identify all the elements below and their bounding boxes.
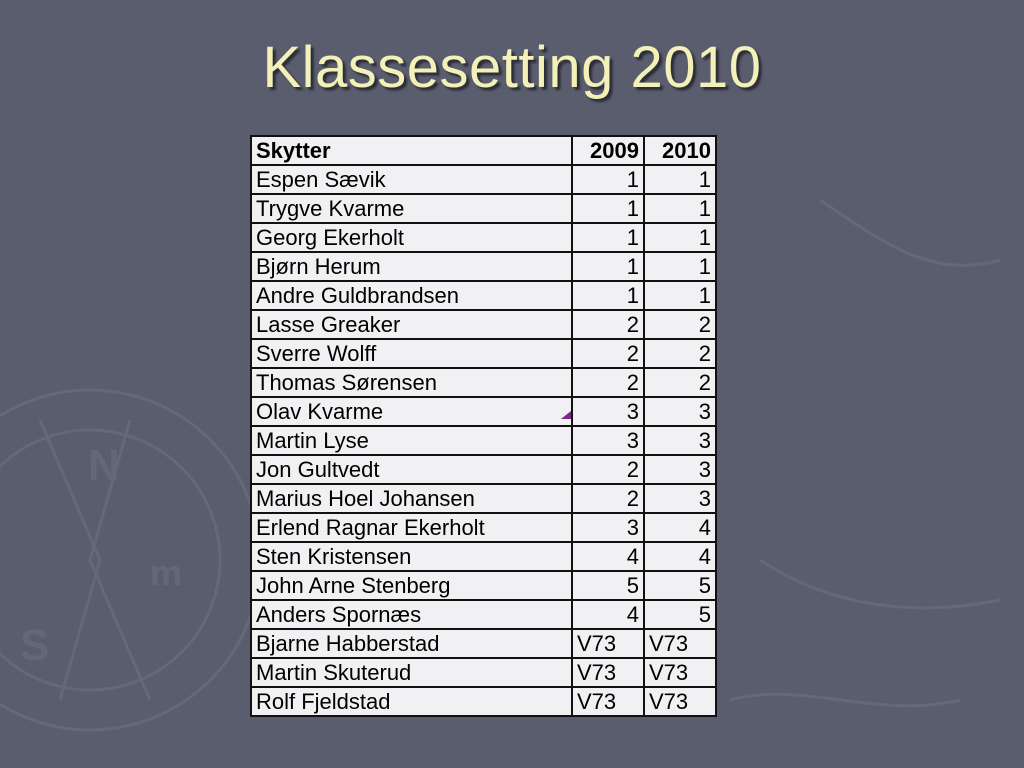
class-2009-cell: 2 <box>572 455 644 484</box>
table-row <box>251 281 716 310</box>
table-row <box>251 252 716 281</box>
class-2009-cell: V73 <box>572 629 644 658</box>
table-row <box>251 339 716 368</box>
class-2010-cell: 5 <box>644 600 716 629</box>
class-2009-cell: 4 <box>572 600 644 629</box>
class-2010-cell: 2 <box>644 339 716 368</box>
shooter-name-cell: Martin Skuterud <box>251 658 572 687</box>
table-row <box>251 368 716 397</box>
class-2009-cell: 5 <box>572 571 644 600</box>
cell-marker-icon <box>561 411 571 419</box>
table-row <box>251 658 716 687</box>
shooter-name-cell: Sverre Wolff <box>251 339 572 368</box>
table-row <box>251 397 716 426</box>
class-2009-cell: 2 <box>572 368 644 397</box>
class-2009-cell: 4 <box>572 542 644 571</box>
class-2009-cell: 2 <box>572 484 644 513</box>
class-2009-cell: 3 <box>572 513 644 542</box>
column-header-shooter: Skytter <box>251 136 572 165</box>
shooter-name-cell: Olav Kvarme <box>251 397 572 426</box>
class-2009-cell: 3 <box>572 397 644 426</box>
class-2010-cell: V73 <box>644 687 716 716</box>
table-row <box>251 542 716 571</box>
class-2010-cell: 1 <box>644 281 716 310</box>
table-row <box>251 600 716 629</box>
class-2010-cell: 4 <box>644 513 716 542</box>
class-ranking-table <box>250 135 717 717</box>
table-row <box>251 513 716 542</box>
shooter-name-cell: Martin Lyse <box>251 426 572 455</box>
table-row <box>251 426 716 455</box>
class-2009-cell: V73 <box>572 687 644 716</box>
shooter-name-cell: Bjørn Herum <box>251 252 572 281</box>
table-row <box>251 194 716 223</box>
shooter-name-cell: Jon Gultvedt <box>251 455 572 484</box>
class-2010-cell: 3 <box>644 397 716 426</box>
table-row <box>251 165 716 194</box>
class-2010-cell: 3 <box>644 455 716 484</box>
table-row <box>251 571 716 600</box>
svg-text:N: N <box>88 441 120 490</box>
class-2010-cell: 1 <box>644 165 716 194</box>
class-2009-cell: 1 <box>572 252 644 281</box>
class-2010-cell: 2 <box>644 368 716 397</box>
column-header-2009: 2009 <box>572 136 644 165</box>
table-row <box>251 687 716 716</box>
class-2010-cell: 2 <box>644 310 716 339</box>
class-2010-cell: V73 <box>644 629 716 658</box>
class-2009-cell: 1 <box>572 165 644 194</box>
shooter-name-cell: Lasse Greaker <box>251 310 572 339</box>
slide-title: Klassesetting 2010 <box>262 35 762 100</box>
class-2010-cell: 3 <box>644 426 716 455</box>
class-2009-cell: 3 <box>572 426 644 455</box>
class-2010-cell: 4 <box>644 542 716 571</box>
table-row <box>251 484 716 513</box>
class-2010-cell: 1 <box>644 223 716 252</box>
shooter-name-cell: Bjarne Habberstad <box>251 629 572 658</box>
svg-text:S: S <box>20 621 50 670</box>
class-2009-cell: 2 <box>572 339 644 368</box>
table-row <box>251 310 716 339</box>
column-header-2010: 2010 <box>644 136 716 165</box>
shooter-name-cell: Sten Kristensen <box>251 542 572 571</box>
shooter-name-cell: Andre Guldbrandsen <box>251 281 572 310</box>
svg-text:m: m <box>150 552 183 593</box>
class-2009-cell: V73 <box>572 658 644 687</box>
table-row <box>251 223 716 252</box>
shooter-name-cell: Thomas Sørensen <box>251 368 572 397</box>
class-2009-cell: 1 <box>572 281 644 310</box>
shooter-name-cell: Trygve Kvarme <box>251 194 572 223</box>
shooter-name-cell: Marius Hoel Johansen <box>251 484 572 513</box>
shooter-name-cell: John Arne Stenberg <box>251 571 572 600</box>
class-2010-cell: 3 <box>644 484 716 513</box>
table-row <box>251 629 716 658</box>
shooter-name-cell: Espen Sævik <box>251 165 572 194</box>
class-2010-cell: 1 <box>644 252 716 281</box>
shooter-name-cell: Erlend Ragnar Ekerholt <box>251 513 572 542</box>
class-2009-cell: 1 <box>572 223 644 252</box>
class-2010-cell: 5 <box>644 571 716 600</box>
class-2010-cell: V73 <box>644 658 716 687</box>
class-2009-cell: 1 <box>572 194 644 223</box>
class-2010-cell: 1 <box>644 194 716 223</box>
class-2009-cell: 2 <box>572 310 644 339</box>
shooter-name-cell: Georg Ekerholt <box>251 223 572 252</box>
shooter-name-cell: Rolf Fjeldstad <box>251 687 572 716</box>
table-row <box>251 455 716 484</box>
shooter-name-cell: Anders Spornæs <box>251 600 572 629</box>
table-header-row <box>251 136 716 165</box>
